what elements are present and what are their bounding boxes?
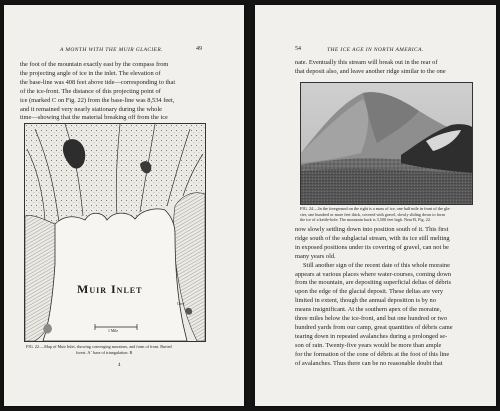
text-line: means insignificant. At the southern apex of the moraine, xyxy=(295,306,442,314)
text-line: the projecting angle of ice in the inlet. The elevation of xyxy=(20,69,161,77)
text-line: ice (marked C on Fig. 22) from the base-line was 8,534 feet, xyxy=(20,96,175,104)
caption-line: FIG. 22.—Map of Muir Inlet, showing converging moraines, and form of front. Buried xyxy=(26,344,172,349)
text-line: the base-line was 408 feet above tide—corresponding to that xyxy=(20,78,176,86)
text-line: many years old. xyxy=(295,252,336,260)
photo-illustration xyxy=(301,83,472,204)
signature-mark: 4 xyxy=(118,363,121,368)
text-line: time—showing that the material breaking off from the ice xyxy=(20,114,168,122)
right-page xyxy=(255,5,496,406)
cave-label: Cave xyxy=(177,302,185,306)
text-line: son of rain. Twenty-five years would be more than ample xyxy=(295,341,442,349)
text-line: ridge south of the subglacial stream, with its ice still melting xyxy=(295,234,450,242)
text-line: for the formation of the cone of débris at the foot of this line xyxy=(295,350,450,358)
scale-label: 1 Mile xyxy=(108,329,119,333)
figure-caption xyxy=(26,344,222,355)
muir-inlet-map xyxy=(24,123,206,342)
caption-line: forest. A ' base of triangulation. B xyxy=(76,349,133,355)
text-line: upon the edge of the glacial deposit. These deltas are very xyxy=(295,288,444,296)
page-number: 49 xyxy=(196,46,202,52)
running-head: A MONTH WITH THE MUIR GLACIER. xyxy=(60,47,163,53)
map-illustration xyxy=(25,124,205,341)
glacier-photograph xyxy=(300,82,473,205)
figure-caption xyxy=(300,206,475,223)
text-line: appears at various places where water-courses, coming down xyxy=(295,270,452,278)
text-line: that deposit also, and leave another ridge similar to the one xyxy=(295,67,446,75)
text-line: of avalanches. Thus there can be no reasonable doubt that xyxy=(295,359,443,367)
text-line: in exposed positions under its covering of gravel, can not be xyxy=(295,243,449,251)
text-line: three miles below the ice-front, and but one hundred or two xyxy=(295,315,448,323)
top-text xyxy=(295,59,485,77)
text-line: nate. Eventually this stream will break out in the rear of xyxy=(295,59,438,66)
text-line: Still another sign of the recent date of this whole moraine xyxy=(303,261,450,269)
body-text xyxy=(295,226,485,369)
text-line: and it remained very nearly stationary during the whole xyxy=(20,105,162,113)
caption-line: FIG. 24.—In the foreground on the right is a mass of ice, one half mile in front of the gla- xyxy=(300,206,451,211)
caption-line: cier, one hundred or more feet thick, covered with gravel, slowly sliding down to form xyxy=(300,211,445,217)
text-line: of the ice-front. The distance of this projecting point of xyxy=(20,87,161,95)
text-line: limited in extent, though the annual deposition is by no xyxy=(295,297,436,305)
page-number: 54 xyxy=(295,46,301,52)
left-page xyxy=(4,5,244,406)
text-line: from the mountain, are depositing superficial deltas of débris xyxy=(295,279,451,287)
inlet-label: Muir Inlet xyxy=(77,282,143,296)
text-line: tearing down in repeated avalanches during a prolonged se- xyxy=(295,332,448,340)
text-line: now slowly settling down into position south of it. This first xyxy=(295,226,449,233)
caption-line: the ice of a kettle-hole. The mountain back is 3,500 feet high. Near B, Fig. 22. xyxy=(300,217,431,223)
body-text xyxy=(20,61,230,123)
text-line: the foot of the mountain exactly east by the compass from xyxy=(20,61,169,68)
running-head: THE ICE AGE IN NORTH AMERICA. xyxy=(327,47,424,53)
text-line: hundred yards from our camp, great quantities of débris came xyxy=(295,323,453,331)
